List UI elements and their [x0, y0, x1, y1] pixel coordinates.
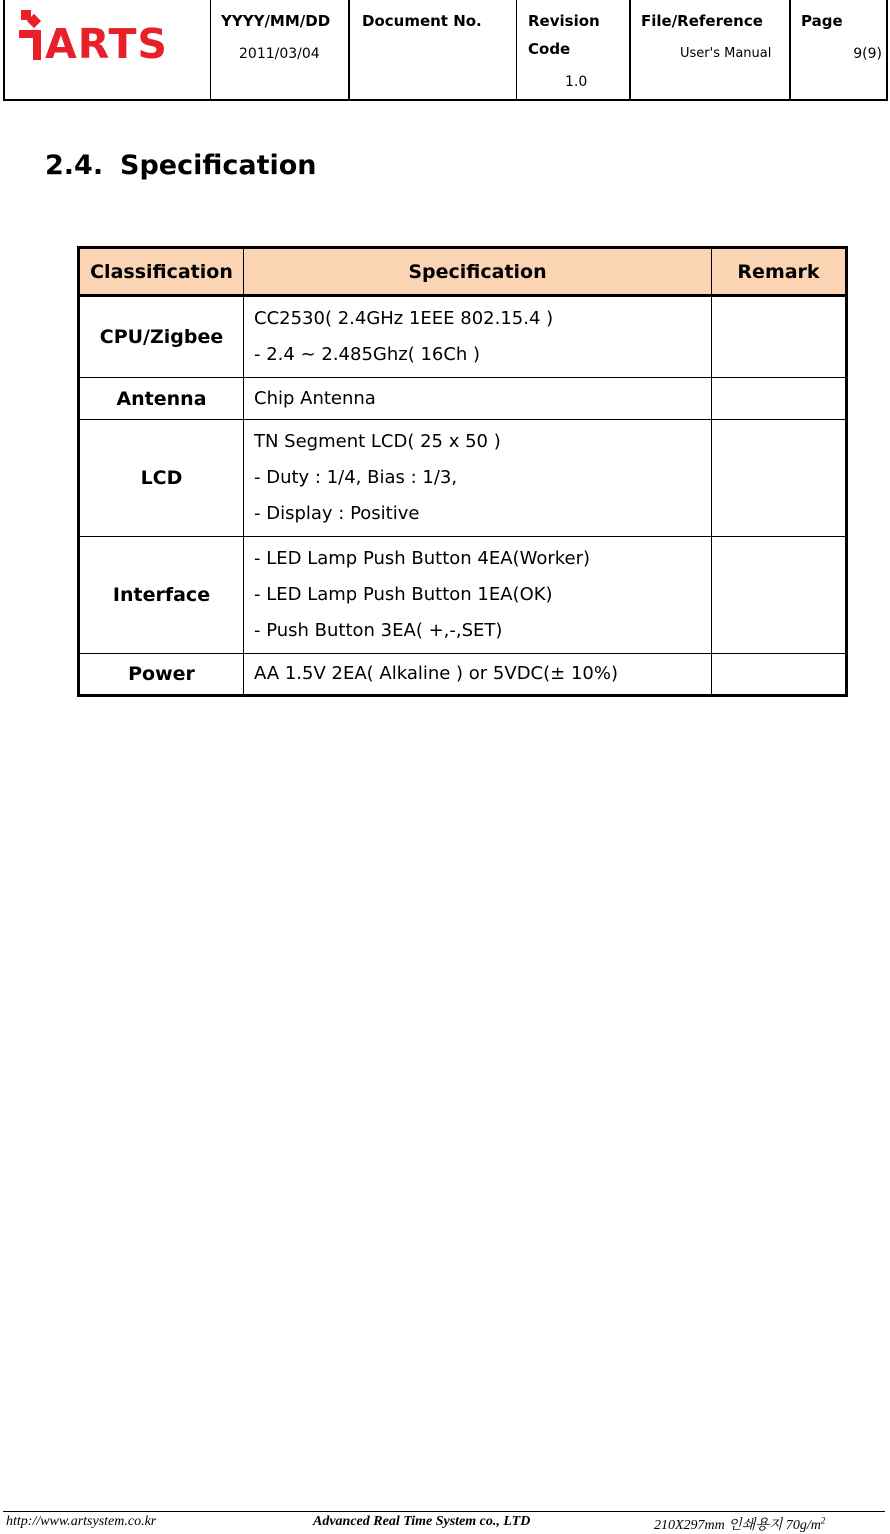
row-classification: Interface: [79, 537, 244, 654]
spec-line: AA 1.5V 2EA( Alkaline ) or 5VDC(± 10%): [254, 663, 618, 684]
spec-line: - LED Lamp Push Button 4EA(Worker): [254, 548, 591, 569]
row-specification: [244, 654, 712, 696]
arts-logo: [19, 8, 189, 62]
date-value: 2011/03/04: [239, 46, 320, 62]
footer-company: Advanced Real Time System co., LTD: [313, 1514, 531, 1529]
table-row: [79, 378, 847, 420]
row-remark: [712, 420, 847, 537]
svg-text:ARTS: ARTS: [45, 20, 168, 62]
column-header-specification: Specification: [244, 248, 712, 296]
footer-divider: [3, 1511, 885, 1512]
specification-table: [77, 246, 848, 697]
table-header-row: [79, 248, 847, 296]
file-reference-label: File/Reference: [641, 12, 763, 30]
page-cell: [789, 0, 886, 99]
spec-line: TN Segment LCD( 25 x 50 ): [254, 431, 501, 452]
footer-url: http://www.artsystem.co.kr: [6, 1514, 157, 1529]
section-number: 2.4.: [45, 150, 104, 181]
table-row: [79, 537, 847, 654]
page-label: Page: [801, 12, 843, 30]
footer-paper-superscript: 2: [820, 1515, 826, 1526]
table-row: [79, 296, 847, 378]
file-reference-cell: [629, 0, 789, 99]
spec-line: Chip Antenna: [254, 387, 376, 409]
table-row: [79, 420, 847, 537]
revision-cell: [516, 0, 629, 99]
column-header-remark: Remark: [712, 248, 847, 296]
document-number-label: Document No.: [362, 12, 482, 30]
spec-line: - Push Button 3EA( +,-,SET): [254, 620, 503, 641]
row-specification: [244, 378, 712, 420]
spec-line: - Display : Positive: [254, 503, 420, 524]
document-header: [3, 0, 888, 101]
spec-line: - 2.4 ~ 2.485Ghz( 16Ch ): [254, 344, 481, 365]
row-remark: [712, 537, 847, 654]
row-remark: [712, 296, 847, 378]
row-classification: LCD: [79, 420, 244, 537]
file-reference-value: User's Manual: [680, 46, 772, 61]
row-specification: [244, 420, 712, 537]
column-header-classification: Classification: [79, 248, 244, 296]
revision-label-line2: Code: [528, 40, 571, 58]
date-label: YYYY/MM/DD: [221, 12, 331, 30]
date-cell: [210, 0, 348, 99]
revision-value: 1.0: [565, 74, 588, 90]
row-classification: Power: [79, 654, 244, 696]
logo-cell: [5, 0, 210, 99]
row-specification: [244, 537, 712, 654]
footer-paper-text: 210X297mm 인쇄용지 70g/m: [654, 1518, 821, 1533]
row-remark: [712, 378, 847, 420]
row-classification: Antenna: [79, 378, 244, 420]
section-heading: [45, 150, 317, 181]
page-value: 9(9): [853, 46, 882, 62]
table-row: [79, 654, 847, 696]
row-remark: [712, 654, 847, 696]
revision-label-line1: Revision: [528, 12, 600, 30]
spec-line: CC2530( 2.4GHz 1EEE 802.15.4 ): [254, 308, 554, 329]
spec-line: - LED Lamp Push Button 1EA(OK): [254, 584, 553, 605]
section-title: Specification: [120, 150, 317, 181]
spec-line: - Duty : 1/4, Bias : 1/3,: [254, 467, 458, 488]
document-number-cell: [348, 0, 516, 99]
footer-paper-spec: [654, 1514, 825, 1534]
row-specification: [244, 296, 712, 378]
row-classification: CPU/Zigbee: [79, 296, 244, 378]
